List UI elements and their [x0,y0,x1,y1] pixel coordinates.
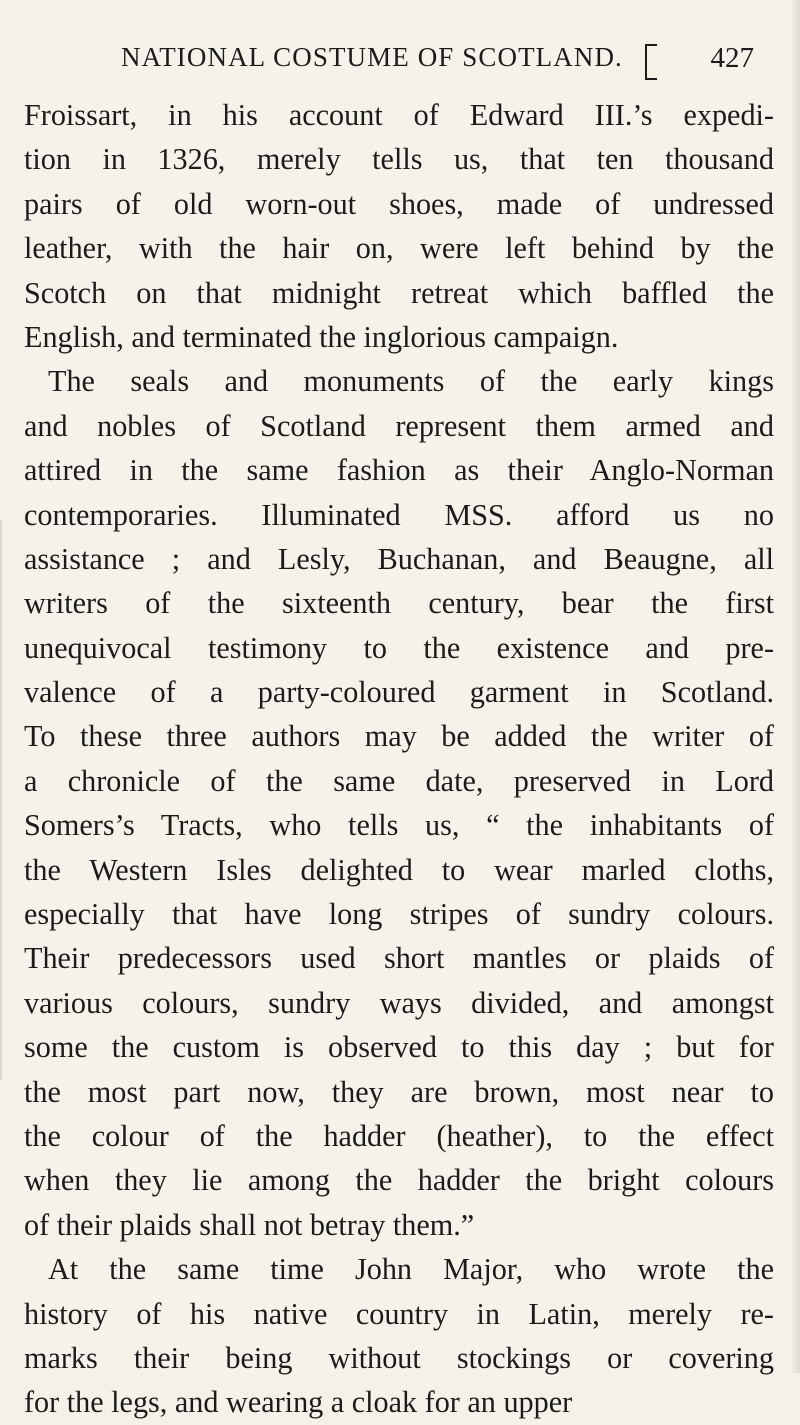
page-number-bracket [645,44,657,80]
page-edge-mark [0,520,2,1080]
text-line: especially that have long stripes of sundry colours. [24,897,774,932]
text-line: of their plaids shall not betray them.” [24,1207,475,1242]
text-line: At the same time John Major, who wrote the [48,1252,774,1287]
text-line: contemporaries. Illuminated MSS. afford us no [24,497,774,532]
page-number: 427 [710,42,754,74]
text-line: a chronicle of the same date, preserved in Lord [24,763,774,798]
text-line: Their predecessors used short mantles or plaids of [24,941,774,976]
text-line: the Western Isles delighted to wear marled cloths, [24,852,774,887]
text-line: writers of the sixteenth century, bear the first [24,586,774,621]
text-line: history of his native country in Latin, merely re- [24,1296,774,1331]
text-line: unequivocal testimony to the existence and pre- [24,630,774,665]
text-line: valence of a party-coloured garment in Scotland. [24,675,774,710]
text-line: attired in the same fashion as their Anglo-Norman [24,453,774,488]
text-line: the most part now, they are brown, most near to [24,1074,774,1109]
text-line: when they lie among the hadder the bright colours [24,1163,774,1198]
text-line: for the legs, and wearing a cloak for an upper [24,1385,573,1420]
text-line: Somers’s Tracts, who tells us, “ the inhabitants of [24,808,774,843]
text-line: assistance ; and Lesly, Buchanan, and Beaugne, all [24,541,774,576]
text-line: tion in 1326, merely tells us, that ten thousand [24,142,774,177]
text-line: The seals and monuments of the early kings [48,364,774,399]
running-head: NATIONAL COSTUME OF SCOTLAND. [121,42,623,72]
text-line: English, and terminated the inglorious campaign. [24,319,619,354]
text-line: To these three authors may be added the writer of [24,719,774,754]
text-line: some the custom is observed to this day ; but for [24,1030,774,1065]
text-line: the colour of the hadder (heather), to the effect [24,1118,774,1153]
text-line: various colours, sundry ways divided, and amongst [24,985,774,1020]
text-line: and nobles of Scotland represent them armed and [24,408,774,443]
text-line: Scotch on that midnight retreat which baffled the [24,275,774,310]
body-text [24,93,774,1425]
text-line: Froissart, in his account of Edward III.’s expedi- [24,98,774,132]
text-line: pairs of old worn-out shoes, made of undressed [24,186,774,221]
page-edge-shadow [790,0,800,1373]
text-line: marks their being without stockings or covering [24,1340,774,1375]
page-header [121,34,756,84]
text-line: leather, with the hair on, were left behind by the [24,231,774,266]
